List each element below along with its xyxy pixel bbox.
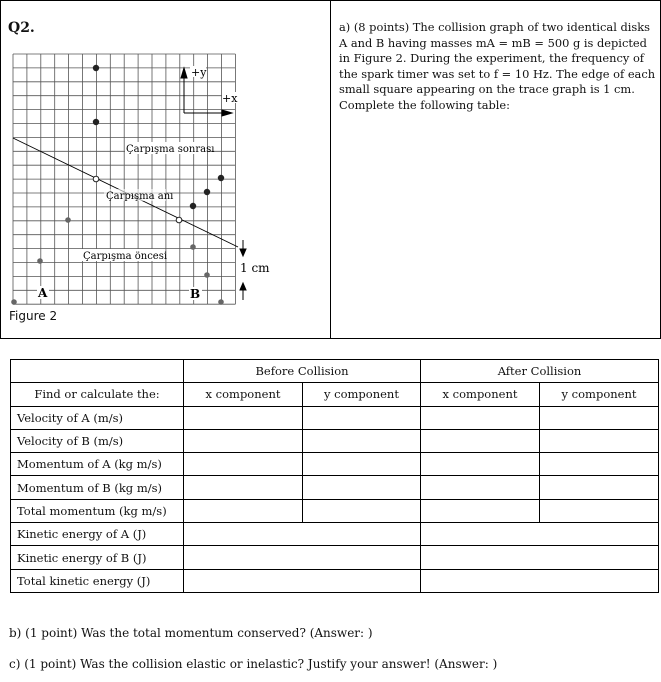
empty-header-cell [11,360,184,383]
table-row [11,406,659,429]
answer-cell[interactable] [540,499,659,522]
question-number: Q2. [8,20,35,36]
answer-cell[interactable] [540,429,659,452]
column-divider [330,0,331,338]
table-row [11,453,659,476]
answer-cell[interactable] [303,429,421,452]
answer-cell[interactable] [184,476,303,499]
before-y-header: y component [303,383,421,406]
answer-cell[interactable] [540,406,659,429]
answer-cell[interactable] [184,429,303,452]
answer-cell[interactable] [540,453,659,476]
trace-point-a [37,258,43,264]
answer-cell[interactable] [184,453,303,476]
trace-point-b [204,189,210,195]
row-label: Total momentum (kg m/s) [11,499,184,522]
after-collision-header: After Collision [421,360,659,383]
figure-caption: Figure 2 [9,309,58,323]
before-collision-label: Çarpışma öncesi [83,251,168,262]
row-label: Momentum of B (kg m/s) [11,476,184,499]
answer-cell[interactable] [184,569,421,592]
disk-a-label: A [38,286,48,300]
answer-cell[interactable] [303,499,421,522]
trace-point-b [190,203,196,209]
table-row [11,476,659,499]
answer-cell[interactable] [421,429,540,452]
answer-cell[interactable] [184,523,421,546]
before-collision-header: Before Collision [184,360,421,383]
row-label: Total kinetic energy (J) [11,569,184,592]
collision-trace-figure [0,0,330,337]
table-header-row [11,360,659,383]
trace-point-a [93,176,99,182]
table-row [11,546,659,569]
row-label: Kinetic energy of A (J) [11,523,184,546]
answer-cell[interactable] [303,406,421,429]
question-part-a: a) (8 points) The collision graph of two identical disks A and B having masses mA = mB = 500 g is depicted in Figure 2. During the experiment, the frequency of the spark timer was set to f = 10 Hz. The edge of each small square appearing on the trace graph is 1 cm. Complete the following table: [339,20,656,112]
find-header: Find or calculate the: [11,383,184,406]
axis-x-label: +x [222,92,238,105]
table-subheader-row [11,383,659,406]
answer-cell[interactable] [303,453,421,476]
answer-cell[interactable] [421,523,659,546]
disk-b-trace [176,175,224,305]
answer-cell[interactable] [184,499,303,522]
after-collision-label: Çarpışma sonrası [126,144,215,155]
trace-grid [13,54,235,304]
row-label: Kinetic energy of B (J) [11,546,184,569]
trace-point-a [65,217,71,223]
question-part-c: c) (1 point) Was the collision elastic or inelastic? Justify your answer! (Answer: ) [9,657,498,671]
answer-cell[interactable] [421,546,659,569]
axis-y-label: +y [191,66,207,79]
trace-point-b [176,217,182,223]
trace-point-b [218,299,224,305]
answer-cell[interactable] [421,569,659,592]
after-x-header: x component [421,383,540,406]
table-row [11,569,659,592]
table-row [11,499,659,522]
answer-cell[interactable] [421,476,540,499]
table-row [11,523,659,546]
trace-point-a [11,299,17,305]
table-row [11,429,659,452]
row-label: Velocity of B (m/s) [11,429,184,452]
answer-cell[interactable] [540,476,659,499]
before-x-header: x component [184,383,303,406]
answer-cell[interactable] [421,453,540,476]
after-y-header: y component [540,383,659,406]
trace-point-b [190,244,196,250]
answer-table [10,359,659,593]
answer-cell[interactable] [421,499,540,522]
disk-a-trace [11,65,99,305]
disk-b-label: B [190,287,201,301]
scale-label: 1 cm [240,261,270,275]
row-label: Momentum of A (kg m/s) [11,453,184,476]
answer-cell[interactable] [421,406,540,429]
collision-moment-label: Çarpışma anı [106,191,174,202]
trace-point-a [93,119,99,125]
question-part-b: b) (1 point) Was the total momentum conserved? (Answer: ) [9,626,373,640]
trace-point-b [218,175,224,181]
answer-cell[interactable] [184,406,303,429]
row-label: Velocity of A (m/s) [11,406,184,429]
trace-point-a [93,65,99,71]
answer-cell[interactable] [184,546,421,569]
trace-point-b [204,272,210,278]
answer-cell[interactable] [303,476,421,499]
